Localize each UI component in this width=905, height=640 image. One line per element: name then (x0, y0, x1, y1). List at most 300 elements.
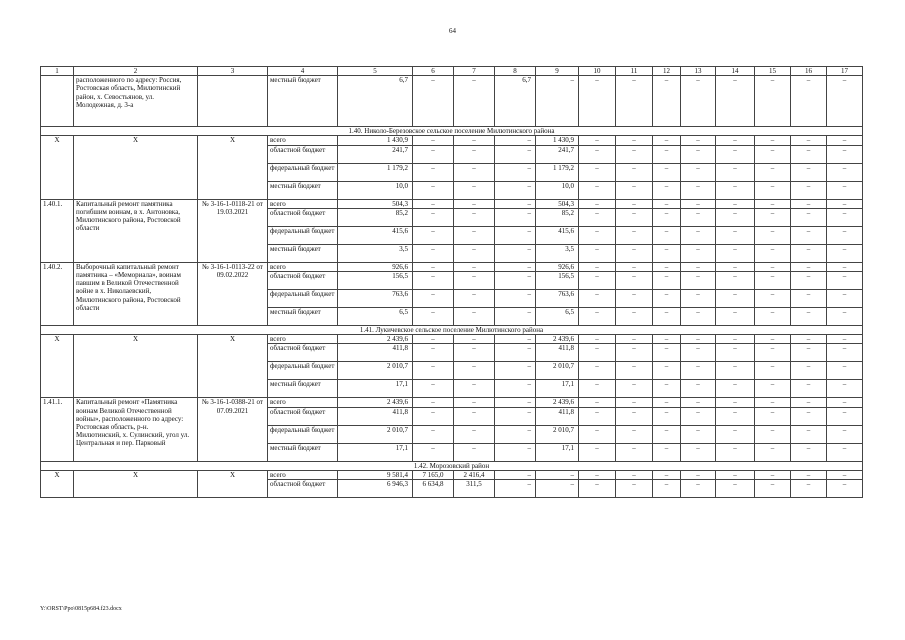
value-cell: – (495, 145, 536, 163)
value-cell: – (827, 470, 863, 479)
value-cell: – (579, 262, 616, 271)
value-cell: – (495, 344, 536, 362)
value-cell: – (454, 163, 495, 181)
value-cell: – (827, 480, 863, 498)
item-number: Х (41, 335, 74, 398)
item-number: 1.41.1. (41, 398, 74, 461)
value-cell: – (616, 199, 653, 208)
value-cell: – (653, 145, 681, 163)
value-cell: 9 581,4 (338, 470, 413, 479)
value-cell: – (716, 163, 755, 181)
value-cell: 85,2 (536, 208, 579, 226)
value-cell: – (454, 344, 495, 362)
value-cell: – (827, 262, 863, 271)
column-number-header: 16 (791, 67, 827, 76)
table-row (41, 136, 863, 145)
value-cell: – (716, 407, 755, 425)
value-cell: – (616, 262, 653, 271)
value-cell: 926,6 (338, 262, 413, 271)
column-number-header: 11 (616, 67, 653, 76)
value-cell: – (579, 335, 616, 344)
value-cell: – (681, 244, 716, 262)
value-cell: – (579, 208, 616, 226)
value-cell: 415,6 (338, 226, 413, 244)
value-cell: – (579, 407, 616, 425)
budget-type-label: местный бюджет (268, 181, 338, 199)
value-cell: – (827, 226, 863, 244)
column-number-header: 17 (827, 67, 863, 76)
value-cell: – (579, 290, 616, 308)
value-cell: 3,5 (338, 244, 413, 262)
table-row (41, 470, 863, 479)
budget-type-label: всего (268, 470, 338, 479)
budget-type-label: местный бюджет (268, 380, 338, 398)
value-cell: – (653, 244, 681, 262)
value-cell: – (616, 226, 653, 244)
value-cell: – (413, 244, 454, 262)
value-cell: 85,2 (338, 208, 413, 226)
value-cell: – (827, 272, 863, 290)
budget-type-label: федеральный бюджет (268, 425, 338, 443)
column-number-header: 8 (495, 67, 536, 76)
value-cell: – (413, 344, 454, 362)
value-cell: 1 179,2 (338, 163, 413, 181)
value-cell: – (791, 407, 827, 425)
budget-type-label: местный бюджет (268, 308, 338, 326)
value-cell: – (653, 181, 681, 199)
value-cell: – (616, 290, 653, 308)
value-cell: – (413, 199, 454, 208)
value-cell: – (495, 290, 536, 308)
value-cell: – (716, 272, 755, 290)
column-number-header: 2 (74, 67, 198, 76)
value-cell: – (681, 145, 716, 163)
value-cell: – (791, 335, 827, 344)
column-number-header: 4 (268, 67, 338, 76)
value-cell: – (827, 362, 863, 380)
value-cell: – (791, 362, 827, 380)
value-cell: 1 179,2 (536, 163, 579, 181)
value-cell: – (413, 208, 454, 226)
value-cell: – (681, 480, 716, 498)
value-cell: – (413, 272, 454, 290)
value-cell: – (755, 335, 791, 344)
value-cell: – (653, 480, 681, 498)
value-cell: – (827, 76, 863, 127)
value-cell: – (827, 181, 863, 199)
budget-table (40, 66, 863, 498)
value-cell: – (791, 425, 827, 443)
value-cell: – (454, 145, 495, 163)
value-cell: – (616, 470, 653, 479)
budget-type-label: областной бюджет (268, 344, 338, 362)
document-number: № 3-16-1-0113-22 от 09.02.2022 (198, 262, 268, 325)
value-cell: – (827, 398, 863, 407)
value-cell: – (616, 181, 653, 199)
table-row (41, 76, 863, 127)
value-cell: – (653, 290, 681, 308)
value-cell: – (579, 199, 616, 208)
budget-type-label: всего (268, 199, 338, 208)
value-cell: 6,7 (338, 76, 413, 127)
value-cell: – (653, 199, 681, 208)
value-cell: – (579, 76, 616, 127)
value-cell: – (653, 398, 681, 407)
value-cell: – (716, 470, 755, 479)
value-cell: – (536, 76, 579, 127)
value-cell: – (755, 244, 791, 262)
value-cell: – (454, 244, 495, 262)
column-number-header: 3 (198, 67, 268, 76)
value-cell: – (413, 226, 454, 244)
value-cell: – (716, 344, 755, 362)
value-cell: – (495, 398, 536, 407)
value-cell: – (413, 145, 454, 163)
value-cell: – (755, 272, 791, 290)
value-cell: – (681, 425, 716, 443)
value-cell: – (454, 362, 495, 380)
value-cell: – (791, 76, 827, 127)
value-cell: – (579, 163, 616, 181)
value-cell: – (755, 380, 791, 398)
value-cell: – (681, 226, 716, 244)
value-cell: – (827, 425, 863, 443)
value-cell: – (495, 163, 536, 181)
budget-type-label: областной бюджет (268, 272, 338, 290)
value-cell: – (495, 208, 536, 226)
value-cell: – (579, 244, 616, 262)
value-cell: – (653, 136, 681, 145)
value-cell: – (755, 145, 791, 163)
value-cell: – (653, 344, 681, 362)
value-cell: – (579, 308, 616, 326)
value-cell: 2 010,7 (536, 425, 579, 443)
item-description: Капитальный ремонт «Памятника воинам Великой Отечественной войны», расположенного по адресу: Ростовская область, р-н. Милютинский, х. Сулинский, угол ул. Центральная и пер. Парковый (74, 398, 198, 461)
value-cell: – (716, 145, 755, 163)
section-title: 1.41. Лукичевское сельское поселение Милютинского района (41, 326, 863, 335)
value-cell: – (536, 470, 579, 479)
value-cell: – (579, 272, 616, 290)
value-cell: 6,5 (536, 308, 579, 326)
value-cell: – (716, 262, 755, 271)
value-cell: – (454, 181, 495, 199)
value-cell: 6,5 (338, 308, 413, 326)
value-cell: 6,7 (495, 76, 536, 127)
value-cell: – (495, 244, 536, 262)
value-cell: 10,0 (536, 181, 579, 199)
value-cell: – (495, 380, 536, 398)
value-cell: – (791, 398, 827, 407)
value-cell: – (454, 380, 495, 398)
value-cell: – (681, 398, 716, 407)
value-cell: – (681, 344, 716, 362)
value-cell: – (413, 290, 454, 308)
value-cell: 1 430,9 (338, 136, 413, 145)
value-cell: – (791, 443, 827, 461)
value-cell: 411,8 (536, 344, 579, 362)
budget-type-label: местный бюджет (268, 443, 338, 461)
value-cell: – (495, 226, 536, 244)
column-number-header: 6 (413, 67, 454, 76)
value-cell: – (413, 407, 454, 425)
value-cell: – (413, 262, 454, 271)
item-description: Выборочный капитальный ремонт памятника – «Мемориала», воинам павшим в Великой Отечественной войне в х. Николаевский, Милютинского района, Ростовской области (74, 262, 198, 325)
value-cell: 504,3 (338, 199, 413, 208)
value-cell: – (755, 308, 791, 326)
column-number-header: 12 (653, 67, 681, 76)
value-cell: – (495, 470, 536, 479)
value-cell: – (653, 425, 681, 443)
page-number: 64 (449, 27, 456, 35)
value-cell: – (495, 272, 536, 290)
value-cell: – (716, 208, 755, 226)
column-number-header: 5 (338, 67, 413, 76)
value-cell: – (495, 181, 536, 199)
value-cell: – (755, 443, 791, 461)
value-cell: – (755, 76, 791, 127)
document-number: Х (198, 136, 268, 199)
value-cell: – (454, 199, 495, 208)
value-cell: – (791, 226, 827, 244)
value-cell: – (681, 163, 716, 181)
value-cell: – (827, 199, 863, 208)
budget-type-label: местный бюджет (268, 244, 338, 262)
value-cell: 411,8 (536, 407, 579, 425)
value-cell: – (616, 344, 653, 362)
column-number-header: 9 (536, 67, 579, 76)
item-number: Х (41, 136, 74, 199)
section-title-row (41, 461, 863, 470)
value-cell: – (791, 290, 827, 308)
value-cell: – (827, 136, 863, 145)
item-description: расположенного по адресу: Россия, Ростовская область, Милютинский район, х. Севостьянов, ул. Молодежная, д. 3-а (74, 76, 198, 127)
value-cell: – (495, 362, 536, 380)
value-cell: 1 430,9 (536, 136, 579, 145)
value-cell: – (827, 344, 863, 362)
value-cell: – (716, 181, 755, 199)
value-cell: 17,1 (338, 380, 413, 398)
value-cell: – (653, 308, 681, 326)
value-cell: – (716, 480, 755, 498)
value-cell: – (413, 136, 454, 145)
value-cell: – (755, 290, 791, 308)
value-cell: – (716, 308, 755, 326)
value-cell: – (716, 380, 755, 398)
value-cell: 6 946,3 (338, 480, 413, 498)
value-cell: – (791, 480, 827, 498)
value-cell: – (454, 262, 495, 271)
value-cell: 415,6 (536, 226, 579, 244)
value-cell: – (616, 362, 653, 380)
value-cell: 17,1 (536, 380, 579, 398)
table-row (41, 335, 863, 344)
value-cell: 2 416,4 (454, 470, 495, 479)
value-cell: – (495, 335, 536, 344)
budget-type-label: всего (268, 136, 338, 145)
value-cell: – (495, 480, 536, 498)
value-cell: – (681, 136, 716, 145)
value-cell: – (413, 443, 454, 461)
value-cell: – (616, 308, 653, 326)
value-cell: – (791, 136, 827, 145)
value-cell: – (454, 308, 495, 326)
value-cell: – (495, 199, 536, 208)
document-number: Х (198, 335, 268, 398)
table-header-row (41, 67, 863, 76)
value-cell: – (413, 308, 454, 326)
value-cell: – (454, 290, 495, 308)
value-cell: – (653, 362, 681, 380)
value-cell: – (755, 262, 791, 271)
section-title: 1.42. Морозовский район (41, 461, 863, 470)
value-cell: – (579, 425, 616, 443)
column-number-header: 1 (41, 67, 74, 76)
value-cell: – (454, 76, 495, 127)
document-number: № 3-16-1-0118-21 от 19.03.2021 (198, 199, 268, 262)
value-cell: – (653, 470, 681, 479)
value-cell: – (653, 443, 681, 461)
value-cell: – (616, 443, 653, 461)
value-cell: – (653, 407, 681, 425)
value-cell: – (827, 407, 863, 425)
value-cell: – (681, 443, 716, 461)
value-cell: – (454, 407, 495, 425)
value-cell: 2 439,6 (338, 398, 413, 407)
value-cell: 17,1 (338, 443, 413, 461)
value-cell: – (791, 181, 827, 199)
column-number-header: 15 (755, 67, 791, 76)
value-cell: – (454, 443, 495, 461)
value-cell: – (579, 344, 616, 362)
value-cell: – (681, 362, 716, 380)
value-cell: 2 439,6 (536, 335, 579, 344)
value-cell: – (755, 199, 791, 208)
value-cell: – (755, 344, 791, 362)
value-cell: – (579, 226, 616, 244)
budget-type-label: федеральный бюджет (268, 362, 338, 380)
section-title: 1.40. Николо-Березовское сельское поселение Милютинского района (41, 127, 863, 136)
value-cell: – (791, 199, 827, 208)
value-cell: – (681, 262, 716, 271)
budget-type-label: всего (268, 335, 338, 344)
value-cell: – (413, 362, 454, 380)
value-cell: – (495, 262, 536, 271)
value-cell: – (616, 398, 653, 407)
value-cell: – (755, 480, 791, 498)
value-cell: – (653, 272, 681, 290)
value-cell: 2 010,7 (338, 425, 413, 443)
value-cell: – (616, 76, 653, 127)
value-cell: 156,5 (338, 272, 413, 290)
document-number (198, 76, 268, 127)
value-cell: – (681, 76, 716, 127)
value-cell: 156,5 (536, 272, 579, 290)
value-cell: – (755, 136, 791, 145)
item-description: Х (74, 335, 198, 398)
value-cell: – (413, 163, 454, 181)
item-number: Х (41, 470, 74, 497)
value-cell: – (454, 136, 495, 145)
value-cell: 3,5 (536, 244, 579, 262)
value-cell: – (495, 443, 536, 461)
budget-type-label: федеральный бюджет (268, 163, 338, 181)
value-cell: 763,6 (338, 290, 413, 308)
value-cell: – (454, 425, 495, 443)
table-row (41, 199, 863, 208)
budget-type-label: всего (268, 262, 338, 271)
value-cell: – (827, 208, 863, 226)
value-cell: – (579, 380, 616, 398)
value-cell: – (616, 335, 653, 344)
value-cell: – (755, 226, 791, 244)
value-cell: – (755, 208, 791, 226)
value-cell: 311,5 (454, 480, 495, 498)
value-cell: – (827, 308, 863, 326)
value-cell: – (616, 407, 653, 425)
value-cell: – (681, 407, 716, 425)
budget-type-label: федеральный бюджет (268, 290, 338, 308)
value-cell: – (616, 136, 653, 145)
value-cell: – (413, 380, 454, 398)
value-cell: – (454, 272, 495, 290)
budget-type-label: всего (268, 398, 338, 407)
item-description: Х (74, 470, 198, 497)
item-number: 1.40.2. (41, 262, 74, 325)
value-cell: – (755, 163, 791, 181)
budget-type-label: местный бюджет (268, 76, 338, 127)
value-cell: – (681, 181, 716, 199)
value-cell: – (681, 380, 716, 398)
value-cell: – (791, 380, 827, 398)
value-cell: – (791, 308, 827, 326)
value-cell: – (791, 262, 827, 271)
value-cell: 411,8 (338, 407, 413, 425)
value-cell: – (413, 398, 454, 407)
value-cell: – (616, 380, 653, 398)
value-cell: – (827, 145, 863, 163)
value-cell: – (653, 208, 681, 226)
table-row (41, 398, 863, 407)
value-cell: – (791, 163, 827, 181)
value-cell: – (755, 398, 791, 407)
value-cell: – (755, 362, 791, 380)
section-title-row (41, 127, 863, 136)
value-cell: – (454, 226, 495, 244)
value-cell: – (653, 163, 681, 181)
value-cell: – (413, 425, 454, 443)
value-cell: – (716, 398, 755, 407)
value-cell: 7 165,0 (413, 470, 454, 479)
value-cell: – (616, 208, 653, 226)
budget-type-label: областной бюджет (268, 480, 338, 498)
value-cell: 6 634,8 (413, 480, 454, 498)
value-cell: 2 439,6 (536, 398, 579, 407)
value-cell: – (681, 199, 716, 208)
value-cell: – (827, 163, 863, 181)
value-cell: – (755, 407, 791, 425)
value-cell: – (616, 425, 653, 443)
value-cell: – (681, 470, 716, 479)
value-cell: – (579, 398, 616, 407)
value-cell: – (579, 480, 616, 498)
value-cell: – (653, 226, 681, 244)
value-cell: – (413, 335, 454, 344)
value-cell: – (791, 344, 827, 362)
value-cell: 763,6 (536, 290, 579, 308)
value-cell: 2 010,7 (338, 362, 413, 380)
budget-type-label: областной бюджет (268, 145, 338, 163)
value-cell: – (681, 308, 716, 326)
